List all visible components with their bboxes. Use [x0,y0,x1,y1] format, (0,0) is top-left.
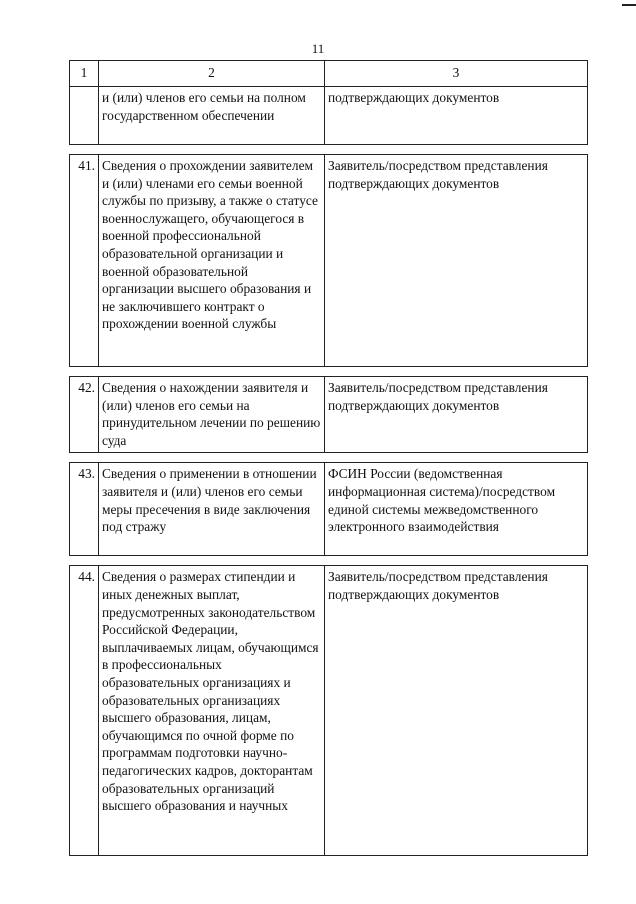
row-info: Сведения о применении в отношении заявителя и (или) членов его семьи меры пресечения в виде заключения под стражу [99,463,325,556]
row-source: Заявитель/посредством представления подтверждающих документов [325,377,588,453]
row-info: Сведения о размерах стипендии и иных денежных выплат, предусмотренных законодательством Российской Федерации, выплачиваемых лицам, обучающимся в профессиональных образовательных организациях и образовательных организациях высшего образования, лицам, обучающимся по очной форме по программам подготовки научно-педагогических кадров, докторантам образовательных организаций высшего образования и научных [99,566,325,856]
scan-corner-mark [622,4,636,6]
row-gap [70,453,588,463]
row-info: Сведения о прохождении заявителем и (или) членами его семьи военной службы по призыву, а также о статусе военнослужащего, обучающегося в военной профессиональной образовательной организации и военной образовательной организации высшего образования и не заключившего контракт о прохождении военной службы [99,155,325,367]
table-row [70,463,588,556]
table-header-row [70,61,588,87]
header-cell-number: 1 [70,61,99,87]
documents-table [69,60,588,856]
header-cell-source: 3 [325,61,588,87]
header-cell-info: 2 [99,61,325,87]
row-info: и (или) членов его семьи на полном государственном обеспечении [99,87,325,145]
row-source: подтверждающих документов [325,87,588,145]
row-number: 44. [70,566,99,856]
row-number: 41. [70,155,99,367]
table-row [70,87,588,145]
page-number: 11 [311,41,325,56]
table-row [70,566,588,856]
row-source: ФСИН России (ведомственная информационная система)/посредством единой системы межведомственного электронного взаимодействия [325,463,588,556]
row-source: Заявитель/посредством представления подтверждающих документов [325,566,588,856]
row-gap [70,145,588,155]
table-row [70,377,588,453]
row-number: 43. [70,463,99,556]
row-gap [70,556,588,566]
row-gap [70,367,588,377]
row-source: Заявитель/посредством представления подтверждающих документов [325,155,588,367]
row-number: 42. [70,377,99,453]
row-number [70,87,99,145]
row-info: Сведения о нахождении заявителя и (или) членов его семьи на принудительном лечении по решению суда [99,377,325,453]
table-row [70,155,588,367]
